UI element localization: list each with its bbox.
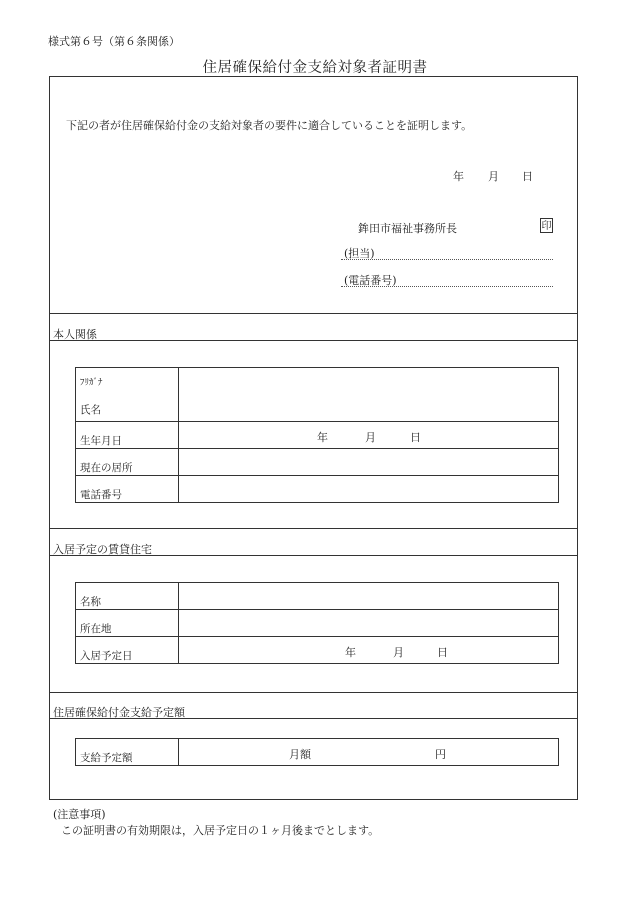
person-section-heading: 本人関係 bbox=[53, 328, 97, 341]
amount-section-heading: 住居確保給付金支給予定額 bbox=[53, 706, 185, 719]
phone-field[interactable] bbox=[179, 476, 559, 503]
cert-month-label: 月 bbox=[488, 170, 499, 183]
seal-mark: 印 bbox=[540, 218, 553, 233]
housing-location-field[interactable] bbox=[179, 610, 559, 637]
yen-label: 円 bbox=[435, 748, 446, 761]
name-label: 氏名 bbox=[80, 404, 101, 416]
housing-section-heading: 入居予定の賃貸住宅 bbox=[53, 543, 152, 556]
move-in-year-label: 年 bbox=[345, 646, 356, 659]
amount-field[interactable] bbox=[179, 739, 559, 766]
notes-heading: (注意事項) bbox=[53, 808, 106, 821]
form-number: 様式第６号（第６条関係） bbox=[48, 35, 180, 48]
furigana-label: ﾌﾘｶﾞﾅ bbox=[80, 378, 103, 388]
section-divider bbox=[49, 313, 578, 314]
name-field[interactable] bbox=[179, 368, 559, 422]
section-divider bbox=[49, 528, 578, 529]
contact-person-label: (担当) bbox=[344, 247, 375, 260]
person-table bbox=[75, 367, 559, 503]
name-label-cell bbox=[76, 368, 179, 422]
contact-phone-line[interactable] bbox=[341, 286, 553, 287]
housing-location-label: 所在地 bbox=[76, 610, 179, 637]
address-label: 現在の居所 bbox=[76, 449, 179, 476]
cert-year-label: 年 bbox=[453, 170, 464, 183]
move-in-month-label: 月 bbox=[393, 646, 404, 659]
housing-table bbox=[75, 582, 559, 664]
amount-table bbox=[75, 738, 559, 766]
housing-name-field[interactable] bbox=[179, 583, 559, 610]
contact-person-line[interactable] bbox=[341, 259, 553, 260]
move-in-day-label: 日 bbox=[437, 646, 448, 659]
cert-day-label: 日 bbox=[522, 170, 533, 183]
dob-label: 生年月日 bbox=[76, 422, 179, 449]
housing-name-label: 名称 bbox=[76, 583, 179, 610]
dob-year-label: 年 bbox=[317, 431, 328, 444]
section-divider bbox=[49, 340, 578, 341]
certification-statement: 下記の者が住居確保給付金の支給対象者の要件に適合していることを証明します。 bbox=[66, 119, 473, 132]
document-title: 住居確保給付金支給対象者証明書 bbox=[202, 60, 428, 76]
dob-field[interactable] bbox=[179, 422, 559, 449]
issuer-name: 鉾田市福祉事務所長 bbox=[358, 222, 457, 235]
section-divider bbox=[49, 692, 578, 693]
dob-day-label: 日 bbox=[410, 431, 421, 444]
move-in-date-field[interactable] bbox=[179, 637, 559, 664]
notes-text: この証明書の有効期限は，入居予定日の１ヶ月後までとします。 bbox=[61, 824, 380, 837]
amount-label: 支給予定額 bbox=[76, 739, 179, 766]
contact-phone-label: (電話番号) bbox=[344, 274, 397, 287]
phone-label: 電話番号 bbox=[76, 476, 179, 503]
monthly-label: 月額 bbox=[289, 748, 311, 761]
address-field[interactable] bbox=[179, 449, 559, 476]
dob-month-label: 月 bbox=[365, 431, 376, 444]
move-in-date-label: 入居予定日 bbox=[76, 637, 179, 664]
